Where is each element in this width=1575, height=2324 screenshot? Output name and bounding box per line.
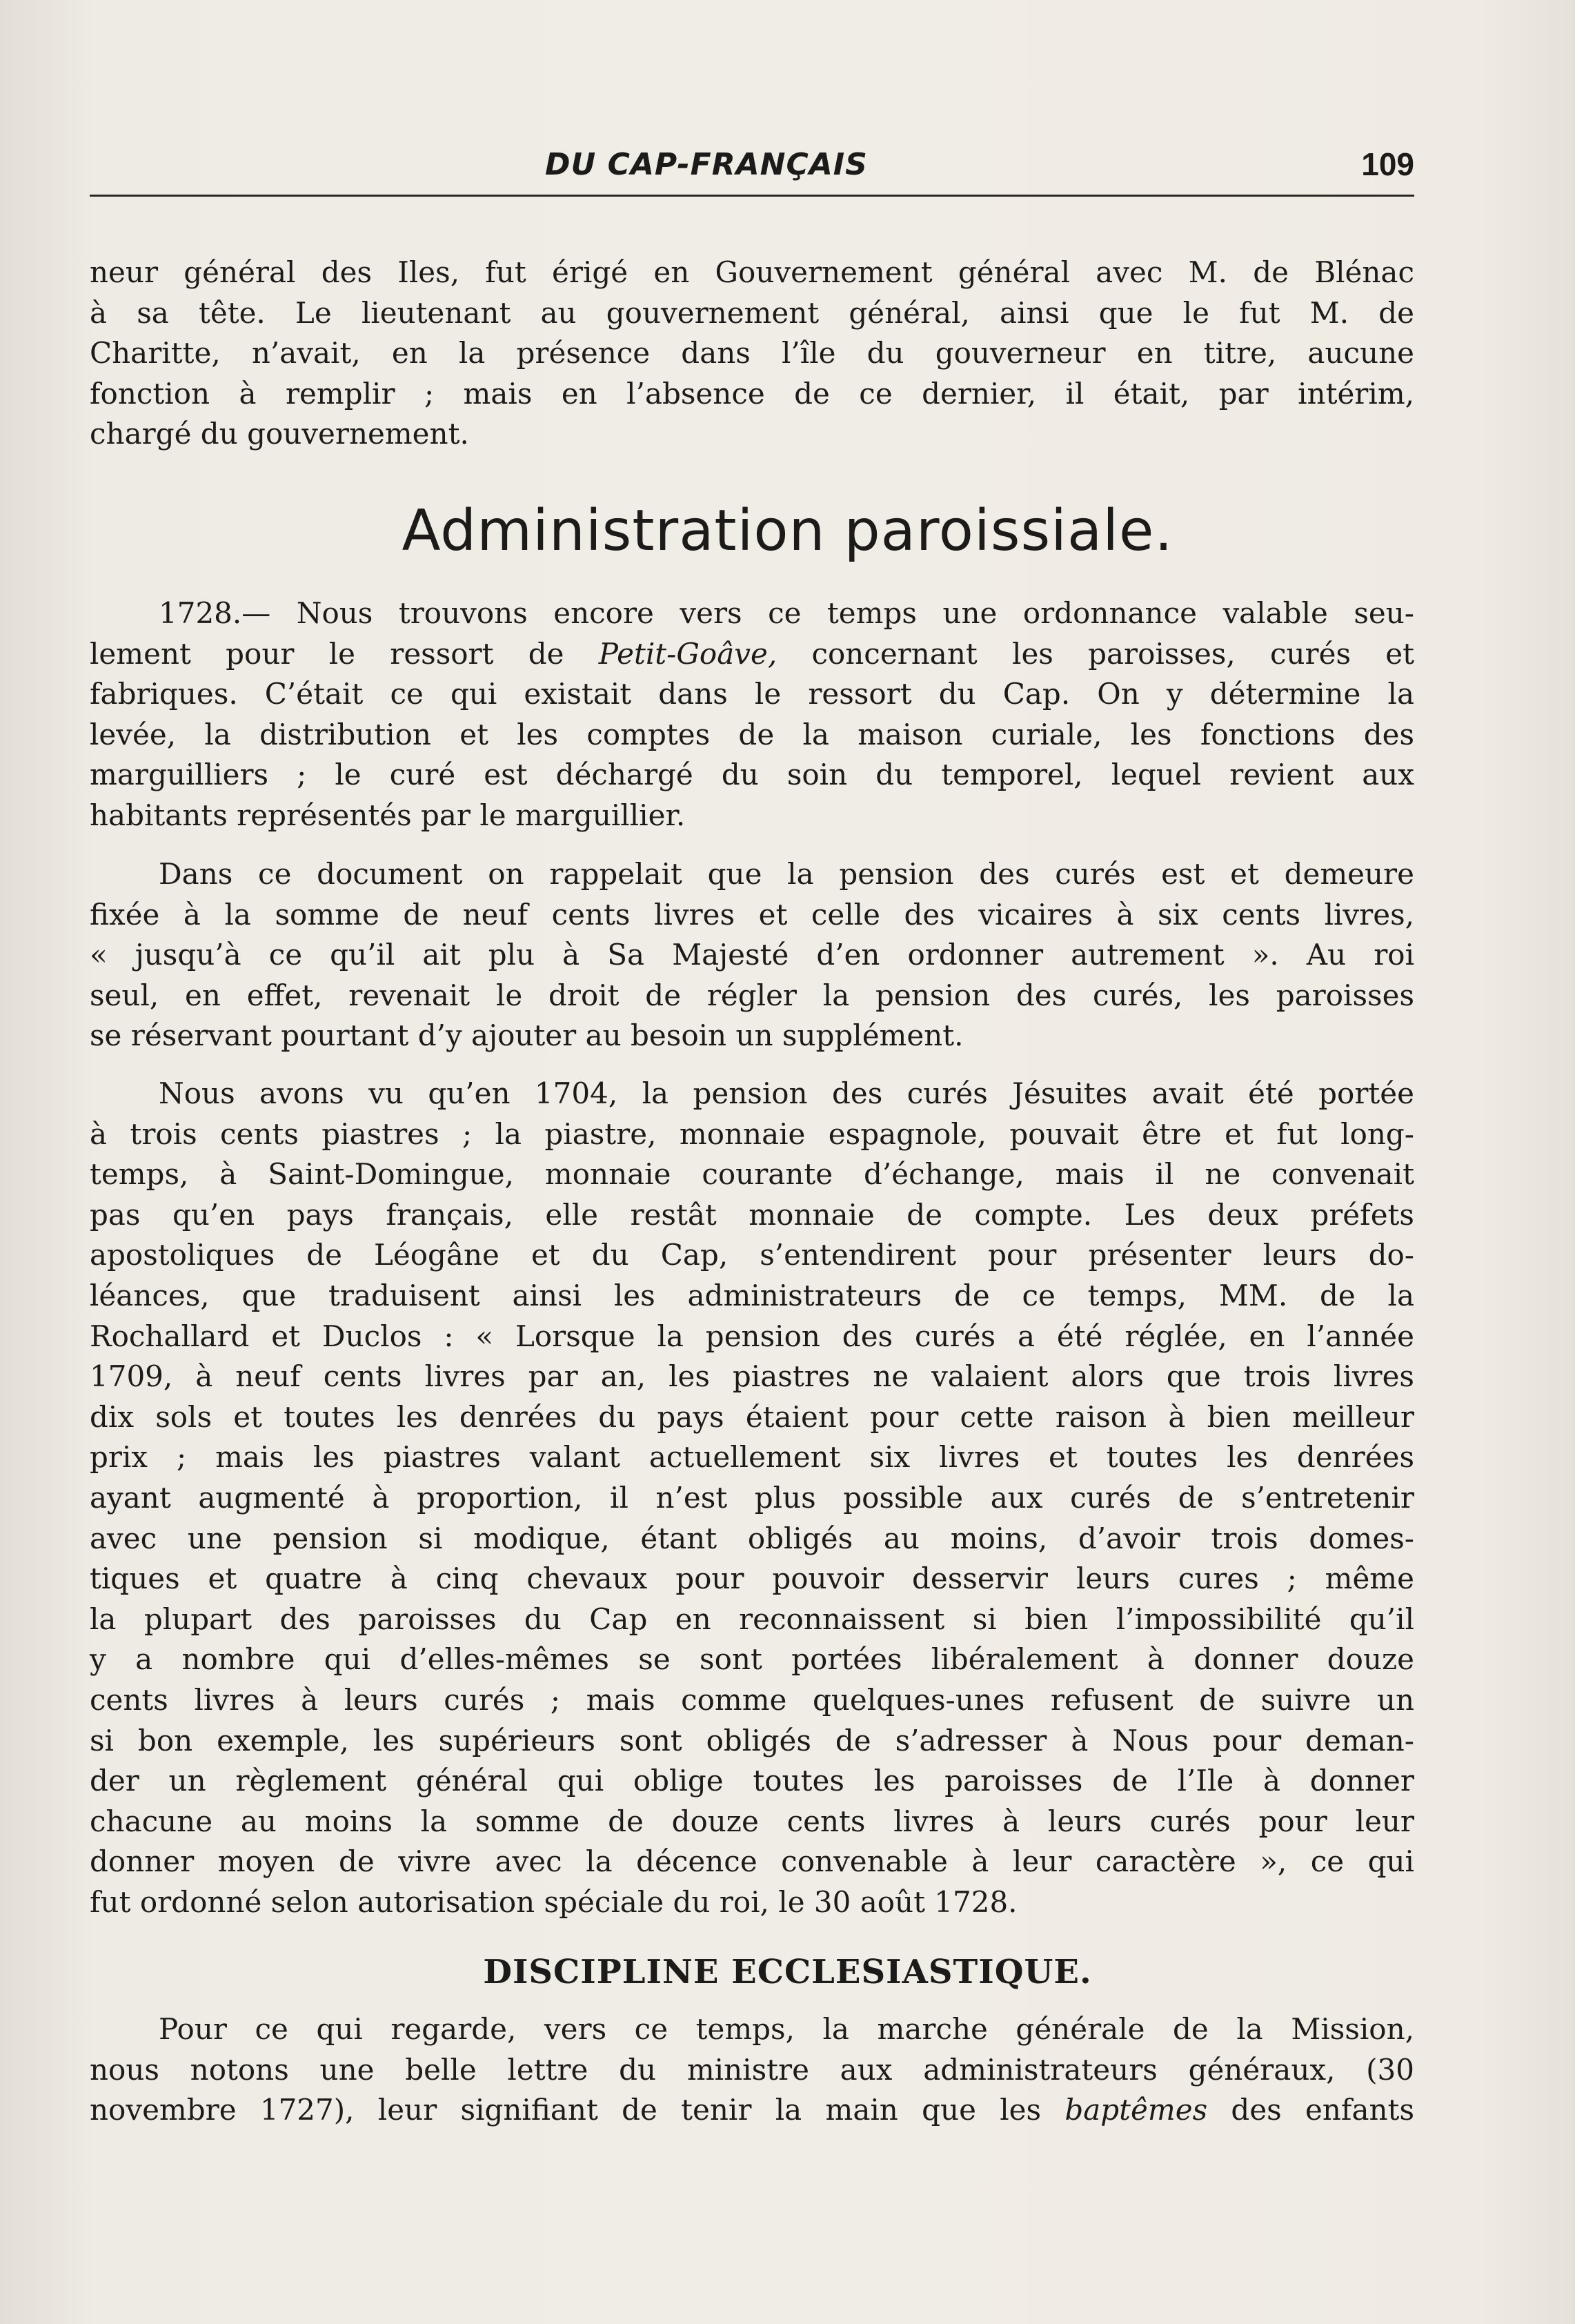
text-line: à trois cents piastres ; la piastre, monnaie espagnole, pouvait être et fut long- [90, 1116, 1414, 1151]
text-line: der un règlement général qui oblige toutes les paroisses de l’Ile à donner [90, 1764, 1414, 1798]
text-line: dix sols et toutes les denrées du pays étaient pour cette raison à bien meilleur [90, 1399, 1414, 1434]
text-line: fabriques. C’était ce qui existait dans le ressort du Cap. On y détermine la [90, 677, 1414, 711]
text-line: 1728.— Nous trouvons encore vers ce temps une ordonnance valable seu- [159, 596, 1414, 630]
text-line: chacune au moins la somme de douze cents livres à leurs curés pour leur [90, 1804, 1414, 1838]
text-line: habitants représentés par le marguillier. [90, 798, 686, 832]
text-line: « jusqu’à ce qu’il ait plu à Sa Majesté d’en ordonner autrement ». Au roi [90, 938, 1414, 972]
text-line: la plupart des paroisses du Cap en reconnaissent si bien l’impossibilité qu’il [90, 1602, 1414, 1636]
text-line: temps, à Saint-Domingue, monnaie courante d’échange, mais il ne convenait [90, 1157, 1414, 1192]
subsection-title: DISCIPLINE ECCLESIASTIQUE. [483, 1953, 1092, 1991]
text-line: ayant augmenté à proportion, il n’est plus possible aux curés de s’entretenir [90, 1480, 1414, 1515]
running-head [90, 141, 1414, 190]
text-line: à sa tête. Le lieutenant au gouvernement général, ainsi que le fut M. de [90, 295, 1414, 330]
running-title: DU CAP-FRANÇAIS [545, 147, 868, 182]
text-line: donner moyen de vivre avec la décence convenable à leur caractère », ce qui [90, 1844, 1414, 1879]
text-line: fut ordonné selon autorisation spéciale du roi, le 30 août 1728. [90, 1884, 1018, 1919]
text-segment: lement pour le ressort de [90, 636, 599, 671]
header-rule [90, 195, 1414, 197]
text-line: chargé du gouvernement. [90, 417, 469, 451]
text-segment: des enfants [1207, 2093, 1414, 2127]
text-line: léances, que traduisent ainsi les administrateurs de ce temps, MM. de la [90, 1278, 1414, 1312]
text-line: levée, la distribution et les comptes de la maison curiale, les fonctions des [90, 717, 1414, 751]
section-title: Administration paroissiale. [402, 498, 1173, 564]
text-line: si bon exemple, les supérieurs sont obligés de s’adresser à Nous pour deman- [90, 1723, 1414, 1757]
paragraph-1704 [90, 1074, 1414, 1922]
text-line: neur général des Iles, fut érigé en Gouvernement général avec M. de Blénac [90, 255, 1414, 289]
text-line: Pour ce qui regarde, vers ce temps, la marche générale de la Mission, [159, 2012, 1414, 2046]
text-line: Charitte, n’avait, en la présence dans l’île du gouverneur en titre, aucune [90, 336, 1414, 371]
intro-paragraph [90, 253, 1414, 455]
page-number: 109 [1361, 146, 1414, 182]
text-line: apostoliques de Léogâne et du Cap, s’entendirent pour présenter leurs do- [90, 1238, 1414, 1272]
text-line: fonction à remplir ; mais en l’absence de ce dernier, il était, par intérim, [90, 376, 1414, 411]
text-line: Nous avons vu qu’en 1704, la pension des curés Jésuites avait été portée [159, 1076, 1414, 1110]
text-segment: novembre 1727), leur signifiant de tenir la main que les [90, 2093, 1065, 2127]
text-line: se réservant pourtant d’y ajouter au besoin un supplément. [90, 1018, 964, 1053]
paragraph-pension [90, 854, 1414, 1056]
text-line: prix ; mais les piastres valant actuellement six livres et toutes les denrées [90, 1440, 1414, 1475]
text-line: fixée à la somme de neuf cents livres et celle des vicaires à six cents livres, [90, 897, 1414, 932]
text-line: marguilliers ; le curé est déchargé du soin du temporel, lequel revient aux [90, 758, 1414, 792]
text-segment: concernant les paroisses, curés et [777, 636, 1414, 671]
paragraph-1728 [90, 593, 1414, 836]
text-line: avec une pension si modique, étant obligés au moins, d’avoir trois domes- [90, 1521, 1414, 1555]
text-line: pas qu’en pays français, elle restât monnaie de compte. Les deux préfets [90, 1197, 1414, 1232]
text-line [90, 634, 1414, 675]
text-line: 1709, à neuf cents livres par an, les piastres ne valaient alors que trois livres [90, 1359, 1414, 1394]
text-line: nous notons une belle lettre du ministre aux administrateurs généraux, (30 [90, 2052, 1414, 2087]
text-line [90, 2090, 1414, 2131]
text-line: y a nombre qui d’elles-mêmes se sont portées libéralement à donner douze [90, 1642, 1414, 1677]
text-line: tiques et quatre à cinq chevaux pour pouvoir desservir leurs cures ; même [90, 1562, 1414, 1596]
emphasis-word: baptêmes [1064, 2093, 1208, 2127]
text-line: Dans ce document on rappelait que la pension des curés est et demeure [159, 857, 1414, 891]
paragraph-discipline [90, 2009, 1414, 2131]
text-line: seul, en effet, revenait le droit de régler la pension des curés, les paroisses [90, 978, 1414, 1012]
text-line: Rochallard et Duclos : « Lorsque la pension des curés a été réglée, en l’année [90, 1319, 1414, 1353]
place-name: Petit-Goâve, [598, 636, 777, 671]
text-line: cents livres à leurs curés ; mais comme quelques-unes refusent de suivre un [90, 1682, 1414, 1717]
